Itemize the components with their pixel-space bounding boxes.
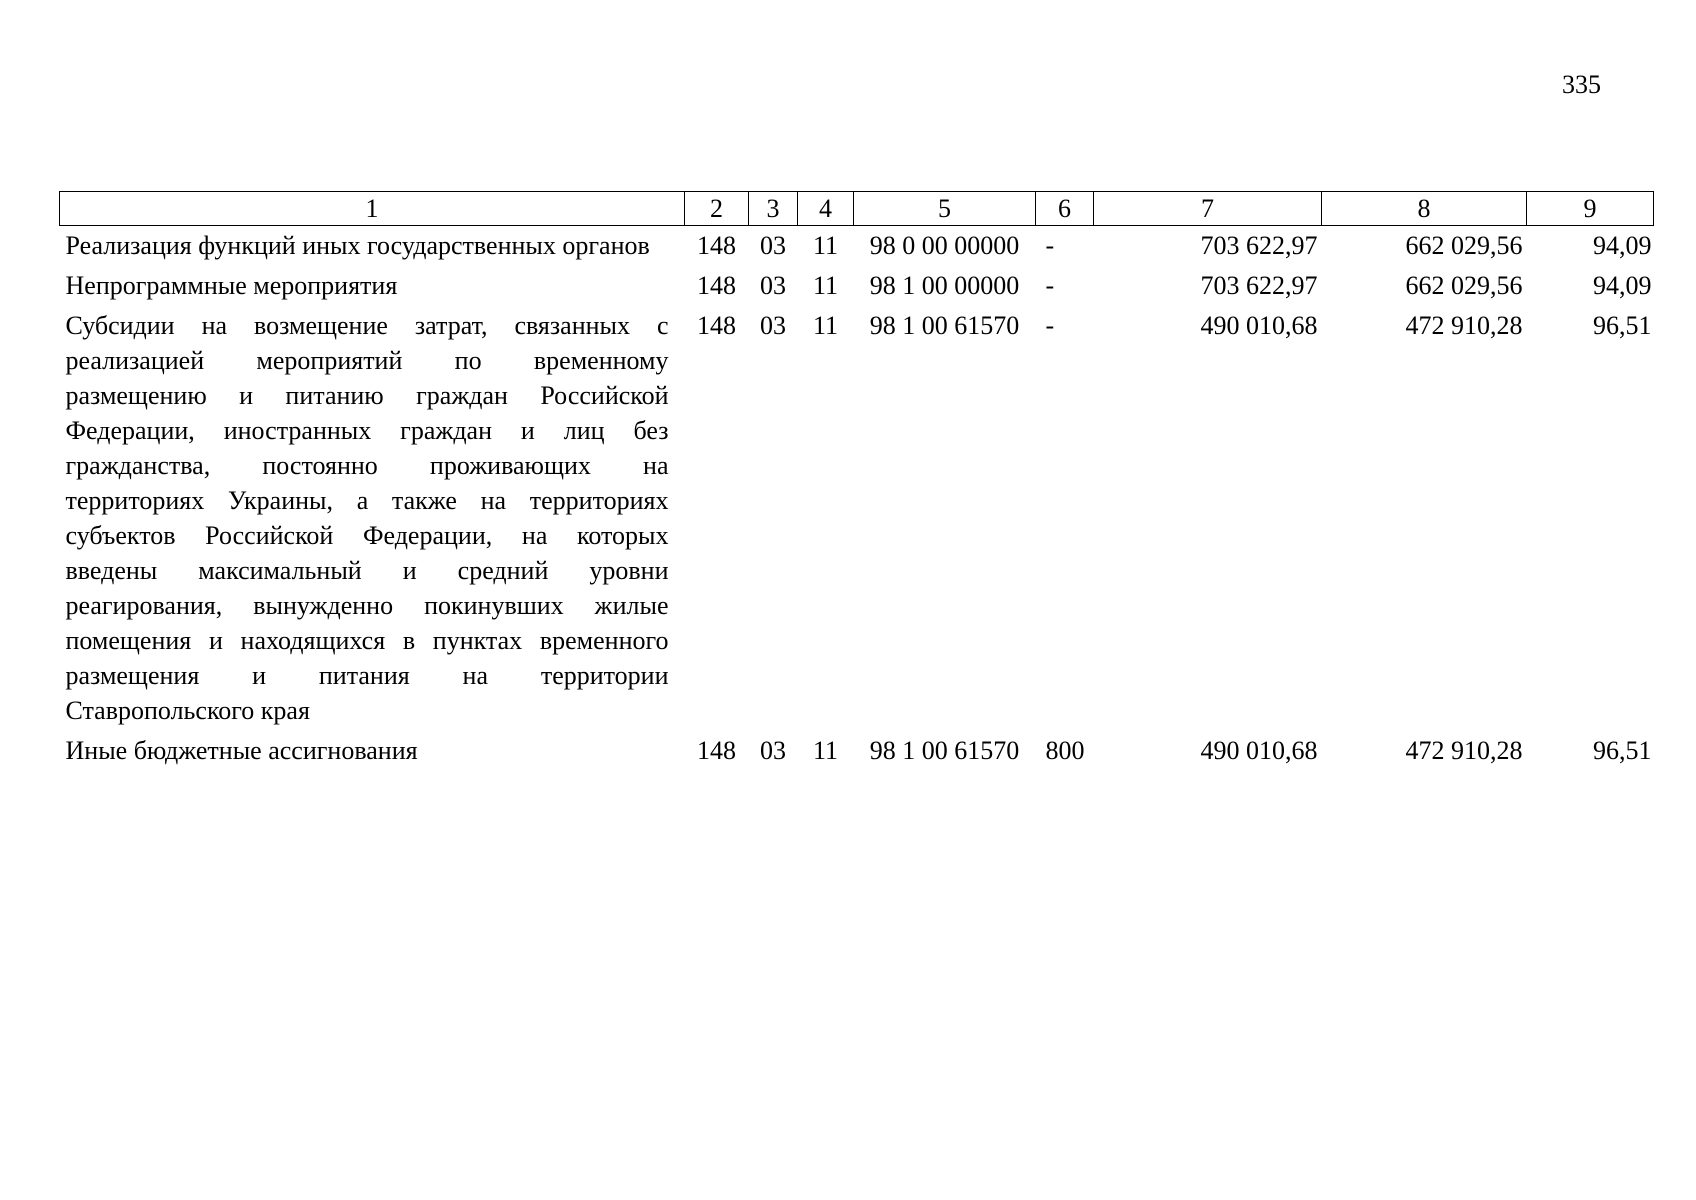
- cell-col-5: 98 0 00 00000: [869, 231, 1020, 260]
- cell-col-8: 662 029,56: [1405, 231, 1523, 260]
- table-row: [60, 266, 1654, 306]
- cell-col-8: 472 910,28: [1405, 311, 1523, 340]
- cell-col-9: 96,51: [1593, 311, 1652, 340]
- cell-col-6: -: [1045, 311, 1055, 340]
- cell-col-7: 490 010,68: [1200, 311, 1318, 340]
- table-row: [60, 306, 1654, 731]
- cell-col-7: 703 622,97: [1200, 271, 1318, 300]
- page-number: 335: [1562, 70, 1601, 99]
- cell-col-5: 98 1 00 00000: [869, 271, 1020, 300]
- col-header-4: 4: [798, 192, 854, 226]
- cell-col-2: 148: [697, 311, 736, 340]
- cell-col-8: 472 910,28: [1405, 736, 1523, 765]
- col-header-5: 5: [854, 192, 1036, 226]
- cell-col-3: 03: [760, 231, 786, 260]
- col-header-8: 8: [1322, 192, 1527, 226]
- row-name: Реализация функций иных государственных органов: [65, 231, 650, 260]
- header-row: [60, 192, 1654, 226]
- col-header-2: 2: [685, 192, 749, 226]
- row-name: Иные бюджетные ассигнования: [65, 736, 418, 765]
- cell-col-6: -: [1045, 271, 1055, 300]
- cell-col-2: 148: [697, 231, 736, 260]
- cell-col-3: 03: [760, 736, 786, 765]
- table-row: [60, 731, 1654, 771]
- cell-col-5: 98 1 00 61570: [869, 736, 1020, 765]
- table-row: [60, 226, 1654, 267]
- cell-col-3: 03: [760, 271, 786, 300]
- cell-col-2: 148: [697, 271, 736, 300]
- row-name: Субсидии на возмещение затрат, связанных с реализацией мероприятий по временному размещению и питанию граждан Российской Федерации, иностранных граждан и лиц без гражданства, постоянно проживающих на территориях Украины, а также на территориях субъектов Российской Федерации, на которых введены максимальный и средний уровни реагирования, вынужденно покинувших жилые помещения и находящихся в пунктах временного размещения и питания на территории Ставропольского края: [65, 311, 669, 725]
- cell-col-4: 11: [812, 271, 839, 300]
- cell-col-7: 490 010,68: [1200, 736, 1318, 765]
- cell-col-5: 98 1 00 61570: [869, 311, 1020, 340]
- cell-col-6: 800: [1045, 736, 1085, 765]
- cell-col-4: 11: [812, 311, 839, 340]
- budget-table: [59, 191, 1654, 771]
- col-header-6: 6: [1036, 192, 1094, 226]
- col-header-1: 1: [60, 192, 685, 226]
- cell-col-2: 148: [697, 736, 736, 765]
- cell-col-4: 11: [812, 736, 839, 765]
- row-name: Непрограммные мероприятия: [65, 271, 398, 300]
- cell-col-6: -: [1045, 231, 1055, 260]
- cell-col-3: 03: [760, 311, 786, 340]
- cell-col-9: 94,09: [1593, 231, 1652, 260]
- col-header-9: 9: [1527, 192, 1654, 226]
- cell-col-9: 94,09: [1593, 271, 1652, 300]
- col-header-7: 7: [1094, 192, 1322, 226]
- cell-col-9: 96,51: [1593, 736, 1652, 765]
- cell-col-4: 11: [812, 231, 839, 260]
- col-header-3: 3: [749, 192, 798, 226]
- cell-col-7: 703 622,97: [1200, 231, 1318, 260]
- cell-col-8: 662 029,56: [1405, 271, 1523, 300]
